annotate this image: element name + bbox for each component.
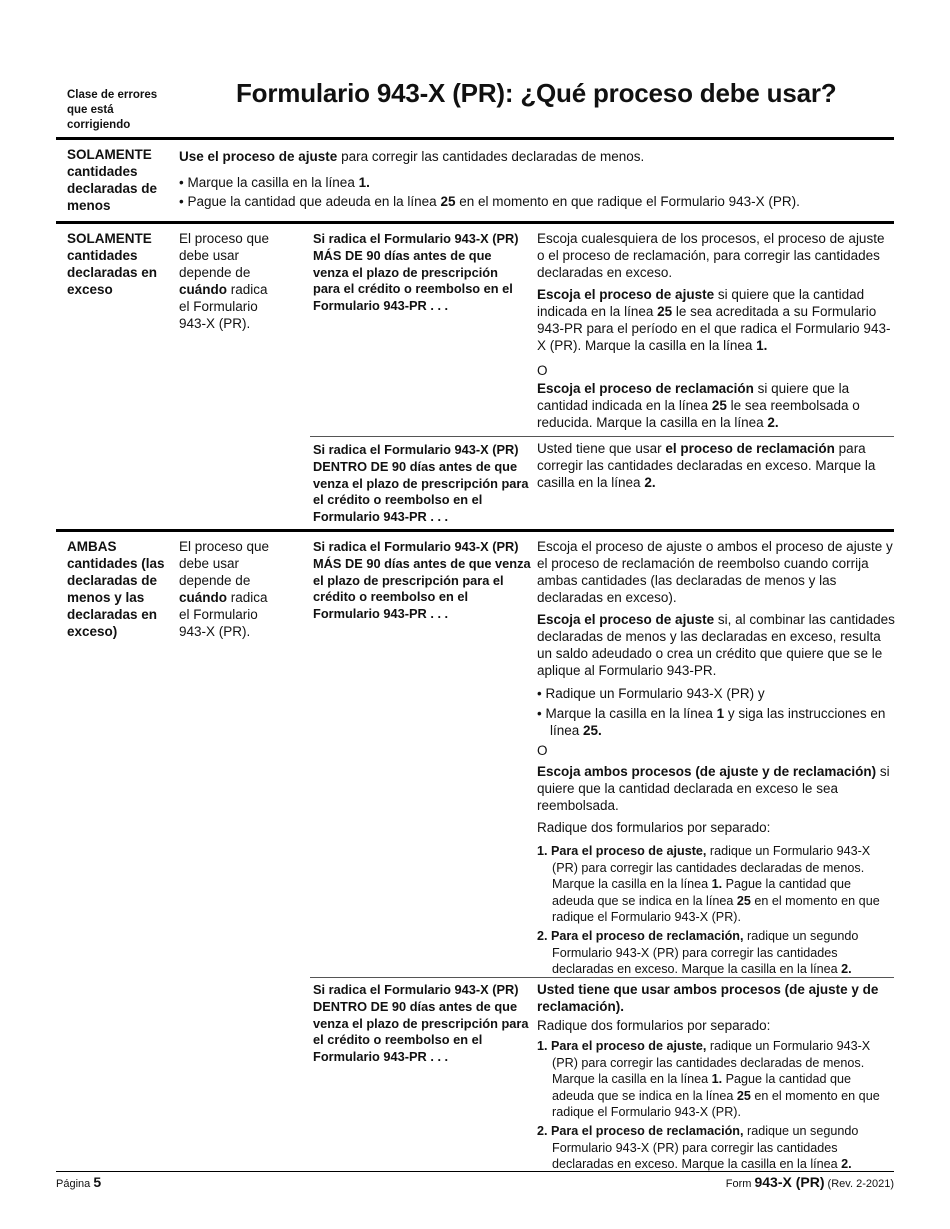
row1-bullet: • Marque la casilla en la línea bbox=[179, 175, 359, 190]
row3-b-paragraph: Radique dos formularios por separado: bbox=[537, 1018, 771, 1033]
row3-a-bullet: • Marque la casilla en la línea bbox=[537, 706, 717, 721]
row1-bullet: • Pague la cantidad que adeuda en la línea bbox=[179, 194, 441, 209]
row2-note-line: el Formulario bbox=[179, 299, 258, 314]
row1-bullet-bold: 1. bbox=[358, 175, 370, 190]
row2-b-bold: 2. bbox=[644, 475, 656, 490]
row3-process-note bbox=[179, 538, 299, 640]
row3-a-bullet: • Radique un Formulario 943-X (PR) y bbox=[537, 686, 765, 701]
row3-label-line: declaradas en bbox=[67, 607, 158, 622]
row3-a-bold: 25. bbox=[583, 723, 602, 738]
row2-a-bold: Escoja el proceso de ajuste bbox=[537, 287, 715, 302]
row3-note-line: depende de bbox=[179, 573, 251, 588]
row3-condition-a: Si radica el Formulario 943-X (PR) MÁS DE 90 días antes de que venza el plazo de prescripción para el crédito o reembolso en el Formulario 943-PR . . . bbox=[313, 539, 531, 622]
row3-a-text: y siga las instrucciones en línea bbox=[550, 706, 886, 738]
row3-a-num-bold: 1. Para el proceso de ajuste, bbox=[537, 844, 707, 858]
row3-a-num-bold: 2. Para el proceso de reclamación, bbox=[537, 928, 744, 943]
page-num: 5 bbox=[93, 1174, 102, 1190]
row2-a-bold: 25 bbox=[657, 304, 673, 319]
row2-process-note bbox=[179, 230, 299, 332]
form-name: 943-X (PR) bbox=[754, 1174, 825, 1190]
row2-a-text: le sea reembolsada o reducida. Marque la casilla en la línea bbox=[537, 398, 860, 430]
header-label bbox=[67, 88, 187, 133]
row3-a-bold: 1 bbox=[716, 706, 725, 721]
row3-label-line: cantidades (las bbox=[67, 556, 165, 571]
page-label: Página bbox=[56, 1178, 94, 1190]
row3-answer-b bbox=[537, 981, 895, 1175]
row2-a-text: si quiere que la cantidad indicada en la línea bbox=[537, 381, 850, 413]
row1-bullet-bold: 25 bbox=[440, 194, 456, 209]
row2-b-bold: el proceso de reclamación bbox=[665, 441, 835, 456]
row3-a-bold: Escoja ambos procesos (de ajuste y de reclamación) bbox=[537, 764, 877, 779]
row2-label-line: exceso bbox=[67, 282, 113, 297]
row2-b-text: Usted tiene que usar bbox=[537, 441, 666, 456]
page-title: Formulario 943-X (PR): ¿Qué proceso debe usar? bbox=[236, 78, 837, 108]
row3-b-num-bold: 25 bbox=[736, 1088, 751, 1103]
row2-b-text: para corregir las cantidades declaradas en exceso. Marque la casilla en la línea bbox=[537, 441, 876, 490]
row1-bullet-text: en el momento en que radique el Formulario 943-X (PR). bbox=[455, 194, 800, 209]
row3-sub-divider bbox=[310, 977, 894, 978]
row3-b-num-bold: 1. bbox=[711, 1072, 723, 1087]
row3-a-num-text: en el momento en que radique el Formulario 943-X (PR). bbox=[552, 893, 880, 925]
row1-label-line: menos bbox=[67, 198, 111, 213]
row3-b-num-bold: 1. Para el proceso de ajuste, bbox=[537, 1039, 707, 1053]
row3-condition-b: Si radica el Formulario 943-X (PR) DENTRO DE 90 días antes de que venza el plazo de prescripción para el crédito o reembolso en el Formulario 943-PR . . . bbox=[313, 982, 529, 1065]
row2-condition-b: Si radica el Formulario 943-X (PR) DENTRO DE 90 días antes de que venza el plazo de prescripción para el crédito o reembolso en el Formulario 943-PR . . . bbox=[313, 442, 529, 525]
row3-a-text: si quiere que la cantidad declarada en exceso le sea reembolsada. bbox=[537, 764, 890, 813]
row1-content bbox=[179, 148, 891, 215]
row2-a-or: O bbox=[537, 363, 548, 378]
row2-a-text: si quiere que la cantidad indicada en la línea bbox=[537, 287, 865, 319]
row-divider bbox=[56, 529, 894, 532]
row2-answer-a bbox=[537, 230, 895, 436]
header-divider bbox=[56, 137, 894, 140]
row1-label-line: SOLAMENTE bbox=[67, 147, 152, 162]
row3-a-num-bold: 25 bbox=[736, 893, 751, 908]
row2-note-line: depende de bbox=[179, 265, 251, 280]
row3-a-num-bold: 1. bbox=[711, 877, 723, 892]
row2-answer-b bbox=[537, 440, 895, 496]
row3-a-num-text: radique un Formulario 943-X (PR) para corregir las cantidades declaradas de menos. Marque la casilla en la línea bbox=[552, 844, 871, 892]
row3-b-bold: Usted tiene que usar ambos procesos (de ajuste y de reclamación). bbox=[537, 982, 879, 1014]
row2-a-paragraph: Escoja cualesquiera de los procesos, el proceso de ajuste o el proceso de reclamación, para corregir las cantidades declaradas en exceso. bbox=[537, 231, 885, 280]
row3-b-num-text: en el momento en que radique el Formulario 943-X (PR). bbox=[552, 1088, 880, 1120]
row3-label-line: AMBAS bbox=[67, 539, 117, 554]
row3-note-line: radica bbox=[227, 590, 268, 605]
row3-label bbox=[67, 538, 175, 640]
row2-note-line: debe usar bbox=[179, 248, 240, 263]
row3-a-bullets bbox=[537, 685, 895, 739]
row3-b-num-text: radique un segundo Formulario 943-X (PR) para corregir las cantidades declaradas en exceso. Marque la casilla en la línea bbox=[552, 1123, 859, 1172]
form-rev: (Rev. 2-2021) bbox=[824, 1178, 894, 1190]
row3-note-bold: cuándo bbox=[179, 590, 228, 605]
row2-a-bold: Escoja el proceso de reclamación bbox=[537, 381, 754, 396]
row3-a-num-text: radique un segundo Formulario 943-X (PR) para corregir las cantidades declaradas en exceso. Marque la casilla en la línea bbox=[552, 928, 859, 977]
row3-b-num-text: radique un Formulario 943-X (PR) para corregir las cantidades declaradas de menos. Marque la casilla en la línea bbox=[552, 1039, 871, 1087]
row3-label-line: menos y las bbox=[67, 590, 145, 605]
row2-condition-a: Si radica el Formulario 943-X (PR) MÁS DE 90 días antes de que venza el plazo de prescripción para el crédito o reembolso en el Formulario 943-PR . . . bbox=[313, 231, 519, 314]
row2-a-bold: 25 bbox=[711, 398, 727, 413]
row2-note-line: radica bbox=[227, 282, 268, 297]
row3-a-numbered bbox=[537, 843, 895, 978]
row2-sub-divider bbox=[310, 436, 894, 437]
row3-answer-a bbox=[537, 538, 895, 980]
row2-label-line: declaradas en bbox=[67, 265, 158, 280]
row3-a-bold: Escoja el proceso de ajuste bbox=[537, 612, 715, 627]
row2-a-text: le sea acreditada a su Formulario 943-PR para el período en el que radica el Formulario 943-X (PR). Marque la casilla en la línea bbox=[537, 304, 891, 353]
header-label-line: que está bbox=[67, 104, 114, 116]
row3-note-line: el Formulario bbox=[179, 607, 258, 622]
row1-lead-text: para corregir las cantidades declaradas de menos. bbox=[337, 149, 645, 164]
form-label: Form bbox=[725, 1178, 755, 1190]
row2-label bbox=[67, 230, 172, 298]
row2-a-bold: 1. bbox=[756, 338, 768, 353]
header-label-line: Clase de errores bbox=[67, 89, 158, 101]
row3-label-line: exceso) bbox=[67, 624, 118, 639]
form-id bbox=[726, 1174, 894, 1190]
row2-label-line: SOLAMENTE bbox=[67, 231, 152, 246]
row3-a-paragraph: Escoja el proceso de ajuste o ambos el proceso de ajuste y el proceso de reclamación de reembolso cuando corrija ambas cantidades (las declaradas de menos y las declaradas en exceso). bbox=[537, 539, 893, 605]
row-divider bbox=[56, 221, 894, 224]
row1-label-line: declaradas de bbox=[67, 181, 158, 196]
row2-note-line: 943-X (PR). bbox=[179, 316, 251, 331]
header-label-line: corrigiendo bbox=[67, 119, 131, 131]
row3-b-num-text: Pague la cantidad que adeuda que se indica en la línea bbox=[552, 1072, 851, 1103]
row3-a-num-text: Pague la cantidad que adeuda que se indica en la línea bbox=[552, 877, 851, 908]
row3-b-num-bold: 2. Para el proceso de reclamación, bbox=[537, 1123, 744, 1138]
row2-note-bold: cuándo bbox=[179, 282, 228, 297]
row3-label-line: declaradas de bbox=[67, 573, 158, 588]
row2-note-line: El proceso que bbox=[179, 231, 270, 246]
row1-label-line: cantidades bbox=[67, 164, 138, 179]
row3-b-num-bold: 2. bbox=[841, 1157, 852, 1172]
row3-note-line: El proceso que bbox=[179, 539, 270, 554]
row3-b-numbered bbox=[537, 1038, 895, 1173]
row1-label bbox=[67, 146, 177, 214]
row1-lead-bold: Use el proceso de ajuste bbox=[179, 149, 338, 164]
row3-a-or: O bbox=[537, 743, 548, 758]
row3-a-paragraph: Radique dos formularios por separado: bbox=[537, 820, 771, 835]
row3-a-num-bold: 2. bbox=[841, 962, 852, 977]
footer-divider bbox=[56, 1171, 894, 1172]
row3-note-line: debe usar bbox=[179, 556, 240, 571]
row2-a-bold: 2. bbox=[767, 415, 779, 430]
row3-note-line: 943-X (PR). bbox=[179, 624, 251, 639]
page-number bbox=[56, 1174, 101, 1190]
row3-a-text: si, al combinar las cantidades declaradas de menos y las declaradas en exceso, resulta un saldo adeudado o crea un crédito que quiere que se le aplique al Formulario 943-PR. bbox=[537, 612, 895, 678]
row2-label-line: cantidades bbox=[67, 248, 138, 263]
